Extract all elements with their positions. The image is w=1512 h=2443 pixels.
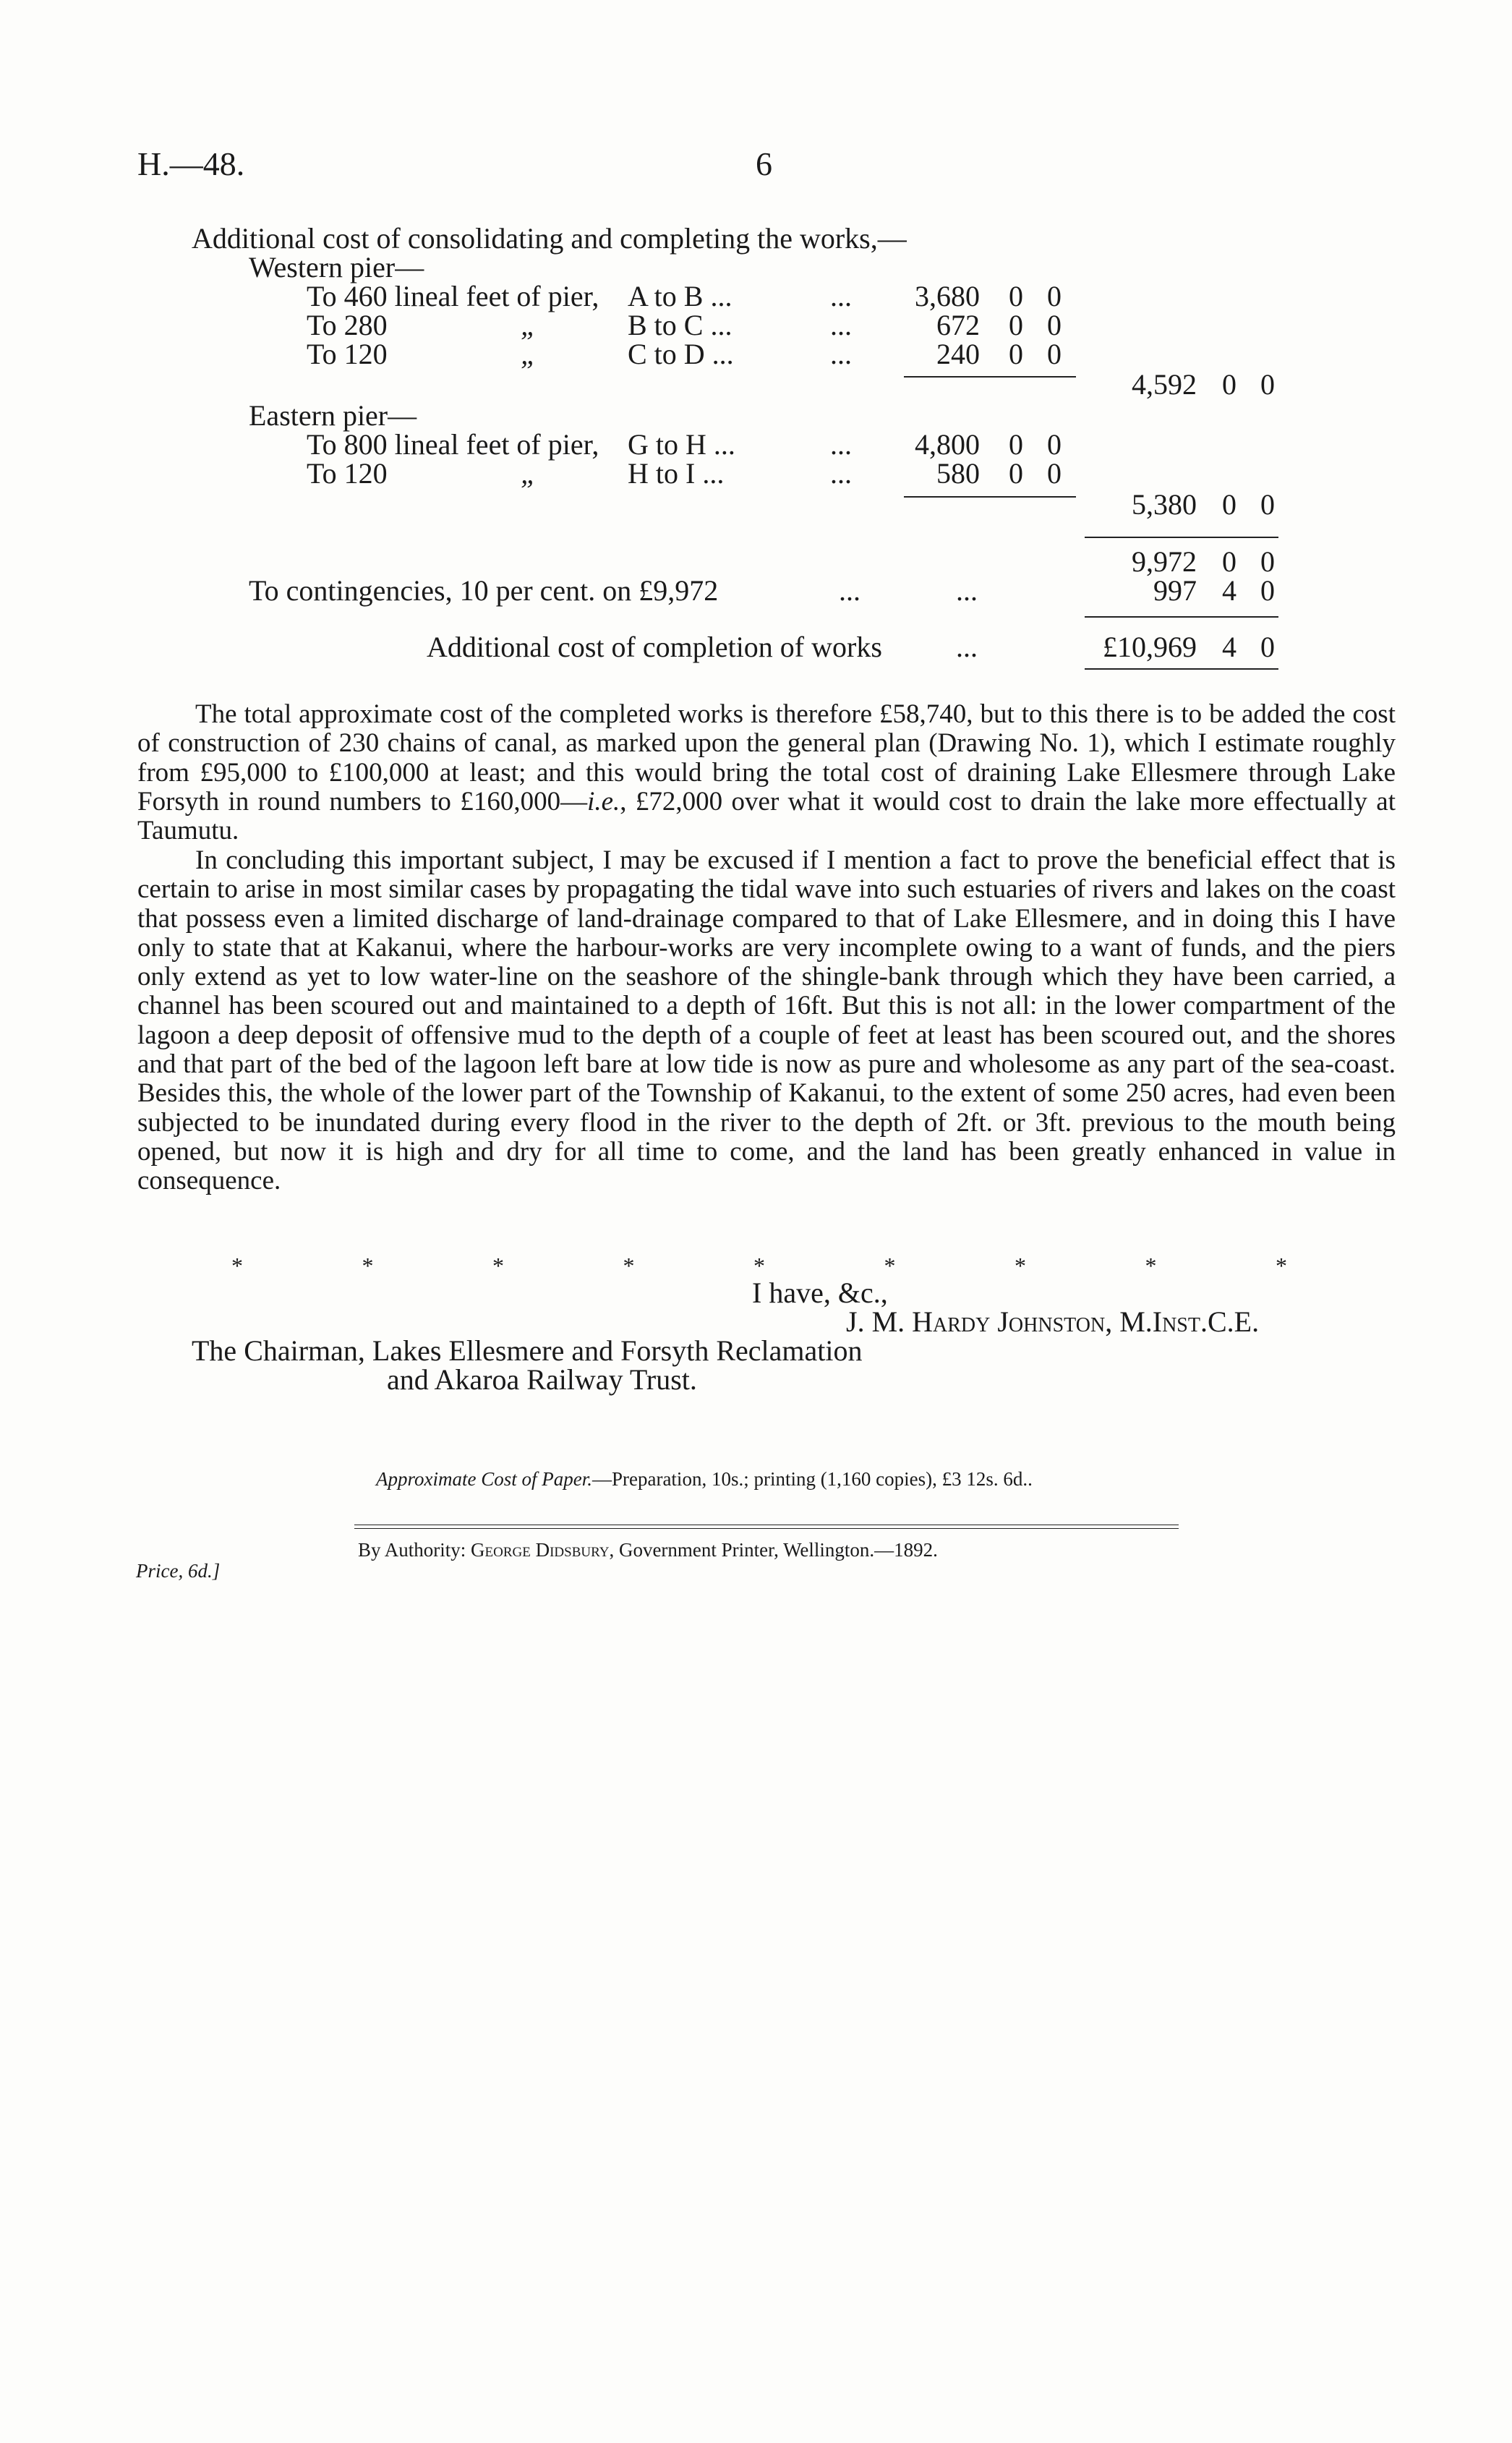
western-total-pounds: 4,592 <box>1132 368 1197 401</box>
ditto-mark: „ <box>521 309 537 341</box>
contingencies-dots: ... <box>956 574 978 607</box>
price: Price, 6d.] <box>136 1560 221 1582</box>
row-dots: ... <box>830 280 852 312</box>
row-shillings: 0 <box>1009 338 1023 370</box>
total-rule <box>1085 668 1278 670</box>
row-section: A to B ... <box>628 280 732 312</box>
column-rule <box>904 376 1076 378</box>
row-section: C to D ... <box>628 338 734 370</box>
row-pounds: 672 <box>936 309 980 341</box>
star: * <box>623 1253 635 1279</box>
ditto-mark: „ <box>521 338 537 370</box>
footer-rule <box>354 1528 1179 1529</box>
row-pence: 0 <box>1047 457 1062 490</box>
star: * <box>362 1253 374 1279</box>
row-label: To 120 <box>307 457 388 490</box>
star: * <box>1015 1253 1026 1279</box>
subtotal-pence: 0 <box>1260 545 1275 578</box>
column-rule <box>1085 616 1278 618</box>
row-section: B to C ... <box>628 309 732 341</box>
section-break-stars <box>231 1253 1287 1278</box>
authority-line <box>358 1539 938 1561</box>
star: * <box>231 1253 243 1279</box>
row-section: H to I ... <box>628 457 725 490</box>
western-total-pence: 0 <box>1260 368 1275 401</box>
page-number: 6 <box>756 145 772 182</box>
contingencies-label: To contingencies, 10 per cent. on £9,972 <box>249 574 719 607</box>
grand-total-pence: 0 <box>1260 631 1275 663</box>
grand-total-shillings: 4 <box>1222 631 1236 663</box>
subtotal-shillings: 0 <box>1222 545 1236 578</box>
ditto-mark: „ <box>521 457 537 490</box>
row-pounds: 240 <box>936 338 980 370</box>
addressee-line-2: and Akaroa Railway Trust. <box>387 1363 697 1396</box>
row-dots: ... <box>830 428 852 461</box>
subtotal-pounds: 9,972 <box>1132 545 1197 578</box>
row-dots: ... <box>830 309 852 341</box>
schedule-intro: Additional cost of consolidating and completing the works,— <box>192 222 907 255</box>
grand-total-dots: ... <box>956 631 978 663</box>
row-pence: 0 <box>1047 428 1062 461</box>
star: * <box>1276 1253 1287 1279</box>
star: * <box>492 1253 504 1279</box>
signature: J. M. Hardy Johnston, M.Inst.C.E. <box>846 1305 1260 1338</box>
contingencies-pounds: 997 <box>1153 574 1197 607</box>
authority-suffix: , Government Printer, Wellington.—1892. <box>609 1539 938 1561</box>
paragraph-text: The total approximate cost of the completed works is therefore £58,740, but to this there is to be added the cost of construction of 230 chains of canal, as marked upon the general plan (Drawing No. 1), which I estimate roughly from £95,000 to £100,000 at least; and this would bring the total cost of draining Lake Ellesmere through Lake Forsyth in round numbers to £160,000— <box>137 699 1396 817</box>
paragraph-concluding: In concluding this important subject, I may be excused if I mention a fact to prove the beneficial effect that is certain to arise in most similar cases by propagating the tidal wave into such estuaries of rivers and lakes on the coast that possess even a limited discharge of land-drainage compared to that of Lake Ellesmere, and in doing this I have only to state that at Kakanui, where the harbour-works are very incomplete owing to a want of funds, and the piers only extend as yet to low water-line on the seashore of the shingle-bank through which they have been carried, a channel has been scoured out and maintained to a depth of 16ft. But this is not all: in the lower compartment of the lagoon a deep deposit of offensive mud to the depth of a couple of feet at least has been scoured out, and the shores and that part of the bed of the lagoon left bare at low tide is now as pure and wholesome as any part of the sea-coast. Besides this, the whole of the lower part of the Township of Kakanui, to the extent of some 250 acres, had even been subjected to be inundated during every flood in the river to the depth of 2ft. or 3ft. previous to the mouth being opened, but now it is high and dry for all time to come, and the land has been greatly enhanced in value in consequence. <box>137 845 1396 1196</box>
eastern-total-pounds: 5,380 <box>1132 488 1197 521</box>
row-shillings: 0 <box>1009 428 1023 461</box>
approximate-cost-text: —Preparation, 10s.; printing (1,160 copies), £3 12s. 6d.. <box>591 1468 1033 1490</box>
row-dots: ... <box>830 338 852 370</box>
row-shillings: 0 <box>1009 309 1023 341</box>
row-pounds: 4,800 <box>915 428 980 461</box>
paragraph-total-cost <box>137 700 1396 845</box>
eastern-pier-heading: Eastern pier— <box>249 399 417 432</box>
column-rule <box>1085 537 1278 538</box>
row-pounds: 3,680 <box>915 280 980 312</box>
grand-total-label: Additional cost of completion of works <box>427 631 882 663</box>
salutation: I have, &c., <box>752 1276 888 1309</box>
paragraph-text-end: , £72,000 over what it would cost to drain the lake more effectually at Taumutu. <box>137 786 1396 846</box>
star: * <box>884 1253 896 1279</box>
approximate-cost-label: Approximate Cost of Paper. <box>376 1468 592 1490</box>
approximate-cost-line <box>376 1468 1033 1490</box>
row-pence: 0 <box>1047 309 1062 341</box>
row-section: G to H ... <box>628 428 735 461</box>
authority-prefix: By Authority: <box>358 1539 471 1561</box>
row-dots: ... <box>830 457 852 490</box>
contingencies-dots: ... <box>839 574 860 607</box>
contingencies-shillings: 4 <box>1222 574 1236 607</box>
row-label: To 280 <box>307 309 388 341</box>
paragraph-ie: i.e. <box>587 786 620 817</box>
eastern-total-pence: 0 <box>1260 488 1275 521</box>
row-pounds: 580 <box>936 457 980 490</box>
western-pier-heading: Western pier— <box>249 251 424 283</box>
series-number: H.—48. <box>137 145 245 182</box>
row-shillings: 0 <box>1009 280 1023 312</box>
eastern-total-shillings: 0 <box>1222 488 1236 521</box>
row-label: To 800 lineal feet of pier, <box>307 428 599 461</box>
row-pence: 0 <box>1047 338 1062 370</box>
contingencies-pence: 0 <box>1260 574 1275 607</box>
addressee-line-1: The Chairman, Lakes Ellesmere and Forsyth Reclamation <box>192 1334 863 1367</box>
grand-total-pounds: £10,969 <box>1103 631 1197 663</box>
star: * <box>753 1253 765 1279</box>
row-shillings: 0 <box>1009 457 1023 490</box>
row-label: To 460 lineal feet of pier, <box>307 280 599 312</box>
western-total-shillings: 0 <box>1222 368 1236 401</box>
star: * <box>1145 1253 1157 1279</box>
column-rule <box>904 496 1076 498</box>
row-pence: 0 <box>1047 280 1062 312</box>
row-label: To 120 <box>307 338 388 370</box>
authority-printer: George Didsbury <box>471 1539 610 1561</box>
